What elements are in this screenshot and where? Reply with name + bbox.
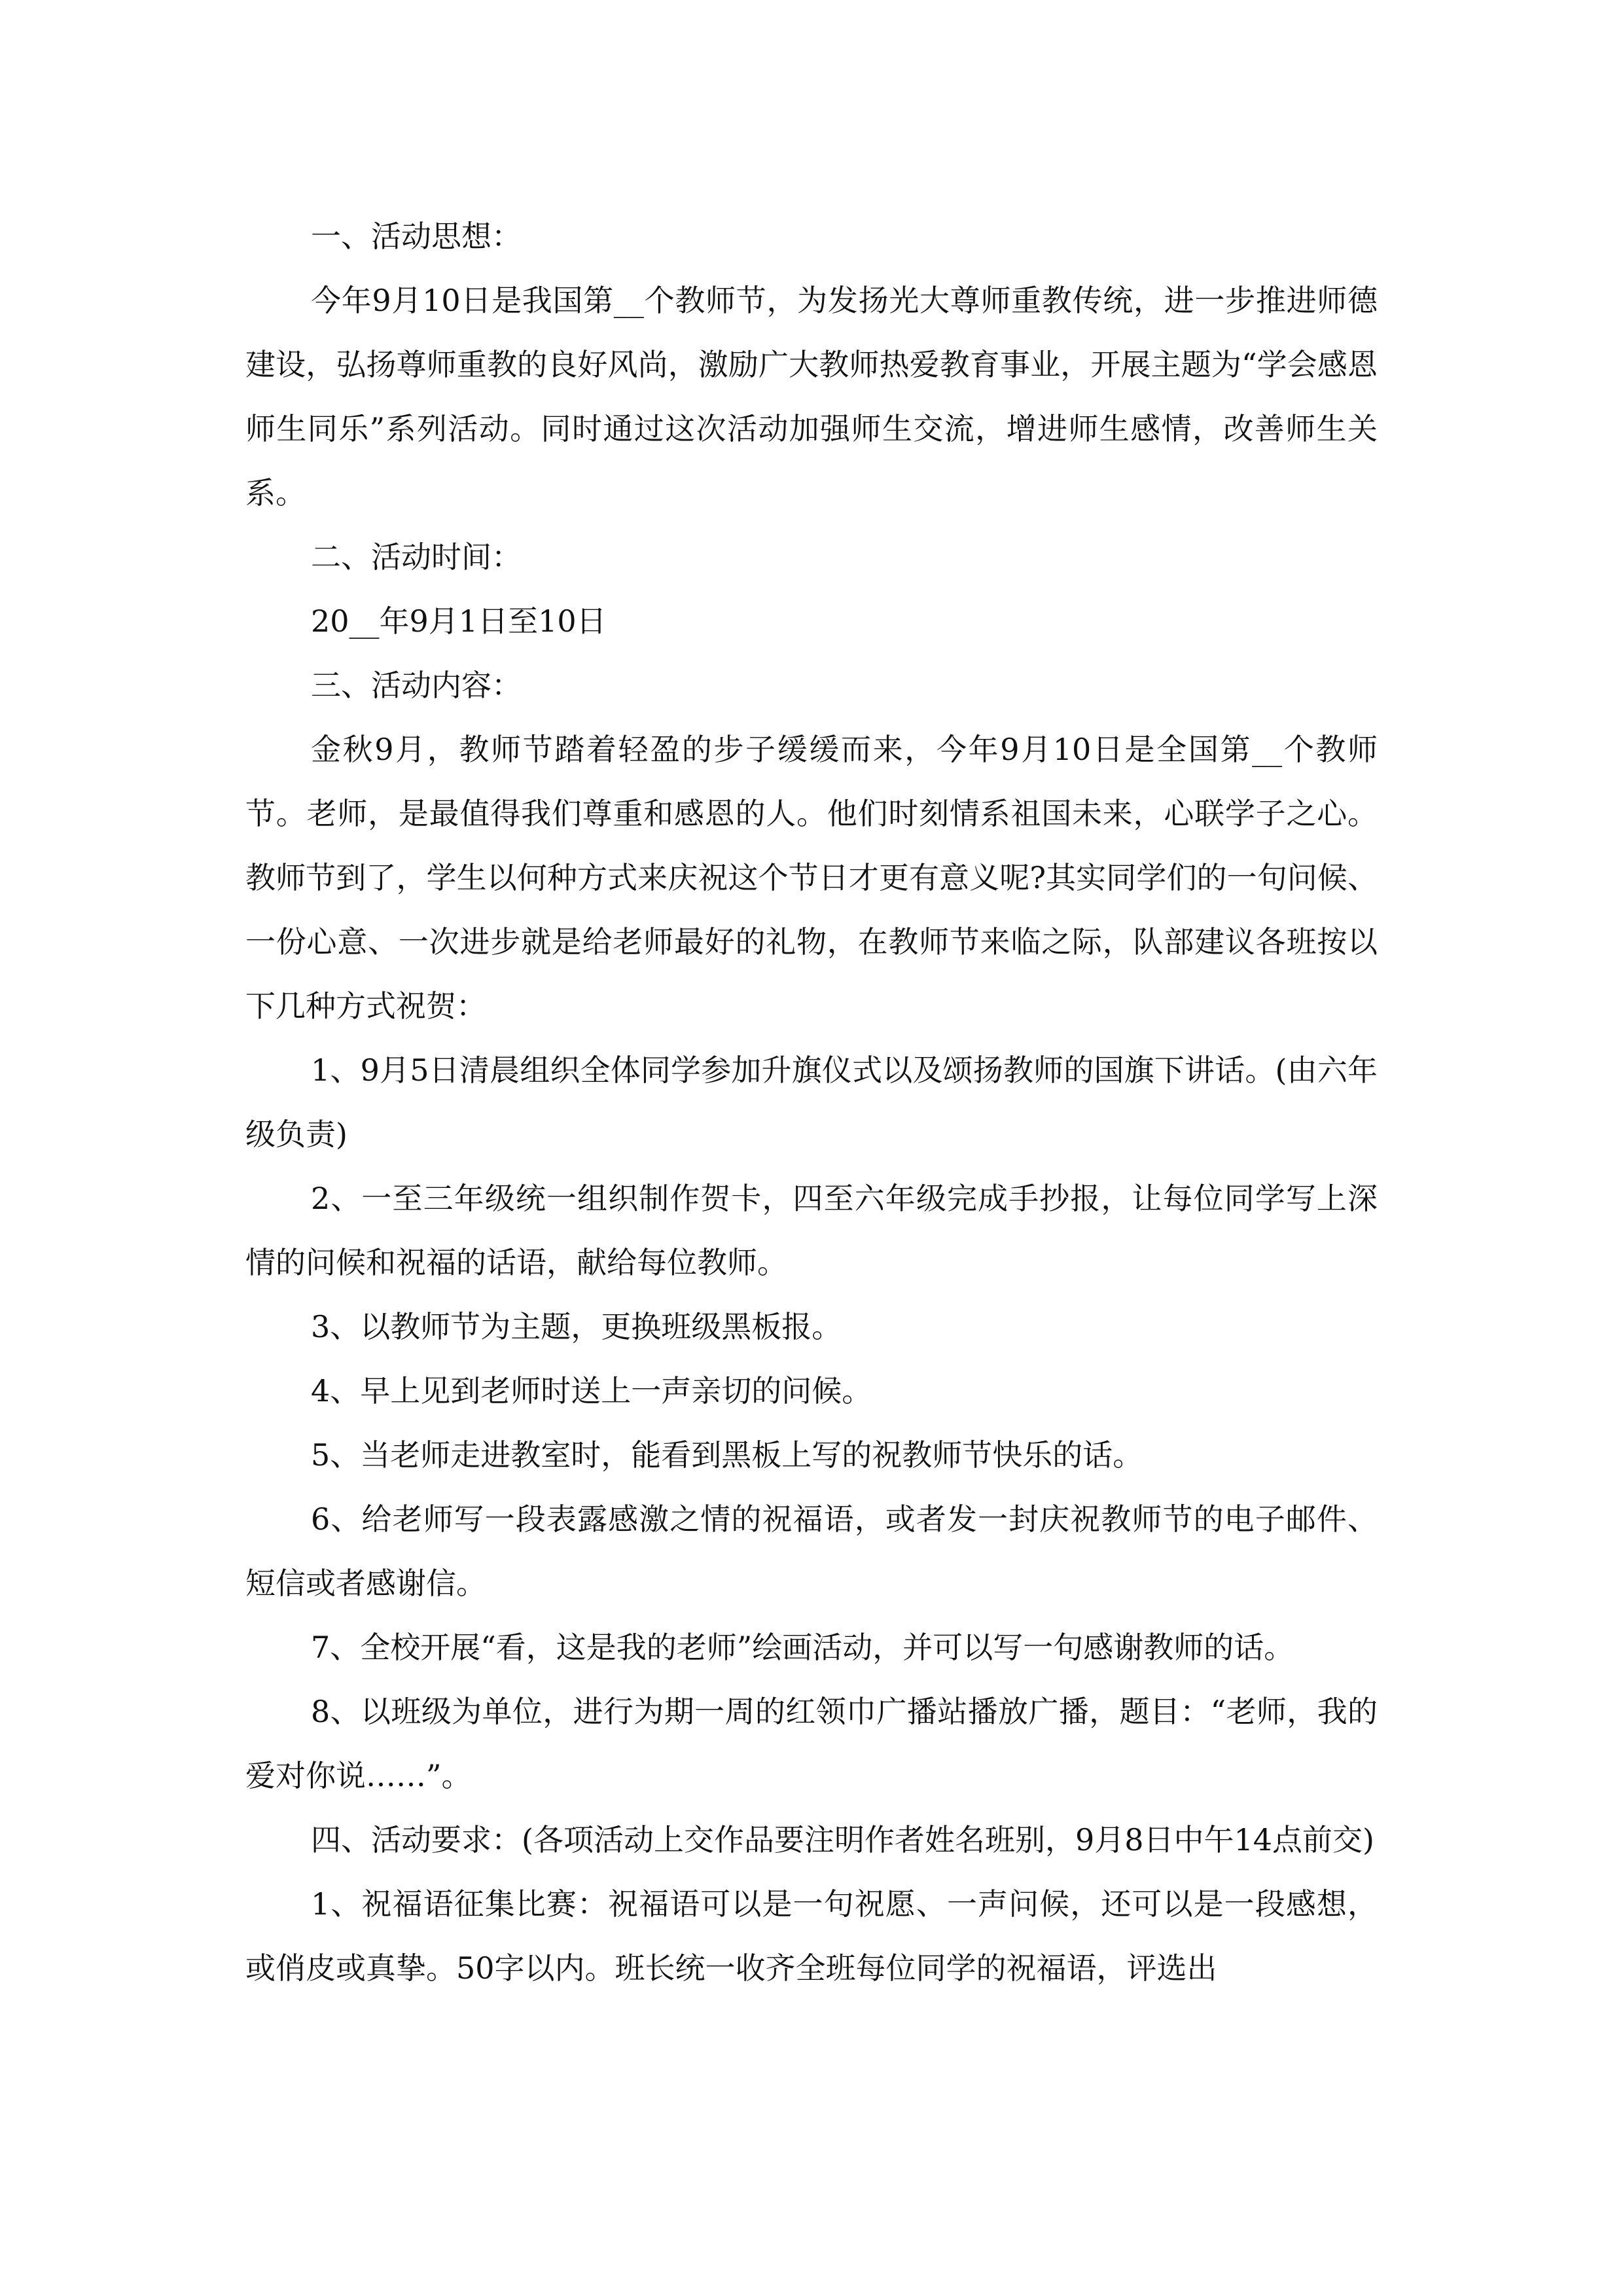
list-item-2: 2、一至三年级统一组织制作贺卡，四至六年级完成手抄报，让每位同学写上深情的问候和祝福的话语，献给每位教师。: [245, 1181, 1378, 1280]
list-item-6: 6、给老师写一段表露感激之情的祝福语，或者发一封庆祝教师节的电子邮件、短信或者感谢信。: [245, 1501, 1378, 1601]
document-body: [245, 204, 1378, 2000]
heading-activity-requirements: 四、活动要求：(各项活动上交作品要注明作者姓名班别，9月8日中午14点前交): [311, 1822, 1374, 1857]
heading-activity-content: 三、活动内容：: [311, 668, 522, 703]
heading-activity-idea: 一、活动思想：: [311, 219, 522, 254]
paragraph-activity-idea: 今年9月10日是我国第__个教师节，为发扬光大尊师重教传统，进一步推进师德建设，弘扬尊师重教的良好风尚，激励广大教师热爱教育事业，开展主题为“学会感恩师生同乐”系列活动。同时通过这次活动加强师生交流，增进师生感情，改善师生关系。: [245, 283, 1378, 511]
list-item-4: 4、早上见到老师时送上一声亲切的问候。: [311, 1373, 872, 1408]
list-item-8: 8、以班级为单位，进行为期一周的红领巾广播站播放广播，题目：“老师，我的爱对你说……”。: [245, 1694, 1378, 1793]
paragraph-activity-content: 金秋9月，教师节踏着轻盈的步子缓缓而来，今年9月10日是全国第__个教师节。老师，是最值得我们尊重和感恩的人。他们时刻情系祖国未来，心联学子之心。教师节到了，学生以何种方式来庆祝这个节日才更有意义呢?其实同学们的一句问候、一份心意、一次进步就是给老师最好的礼物，在教师节来临之际，队部建议各班按以下几种方式祝贺：: [245, 732, 1378, 1024]
requirement-item-1: 1、祝福语征集比赛：祝福语可以是一句祝愿、一声问候，还可以是一段感想，或俏皮或真挚。50字以内。班长统一收齐全班每位同学的祝福语，评选出: [245, 1886, 1378, 1986]
heading-activity-time: 二、活动时间：: [311, 539, 522, 575]
list-item-1: 1、9月5日清晨组织全体同学参加升旗仪式以及颂扬教师的国旗下讲话。(由六年级负责): [245, 1052, 1378, 1152]
list-item-5: 5、当老师走进教室时，能看到黑板上写的祝教师节快乐的话。: [311, 1437, 1143, 1473]
list-item-3: 3、以教师节为主题，更换班级黑板报。: [311, 1309, 842, 1344]
list-item-7: 7、全校开展“看，这是我的老师”绘画活动，并可以写一句感谢教师的话。: [311, 1630, 1294, 1665]
paragraph-activity-time: 20__年9月1日至10日: [311, 603, 607, 639]
